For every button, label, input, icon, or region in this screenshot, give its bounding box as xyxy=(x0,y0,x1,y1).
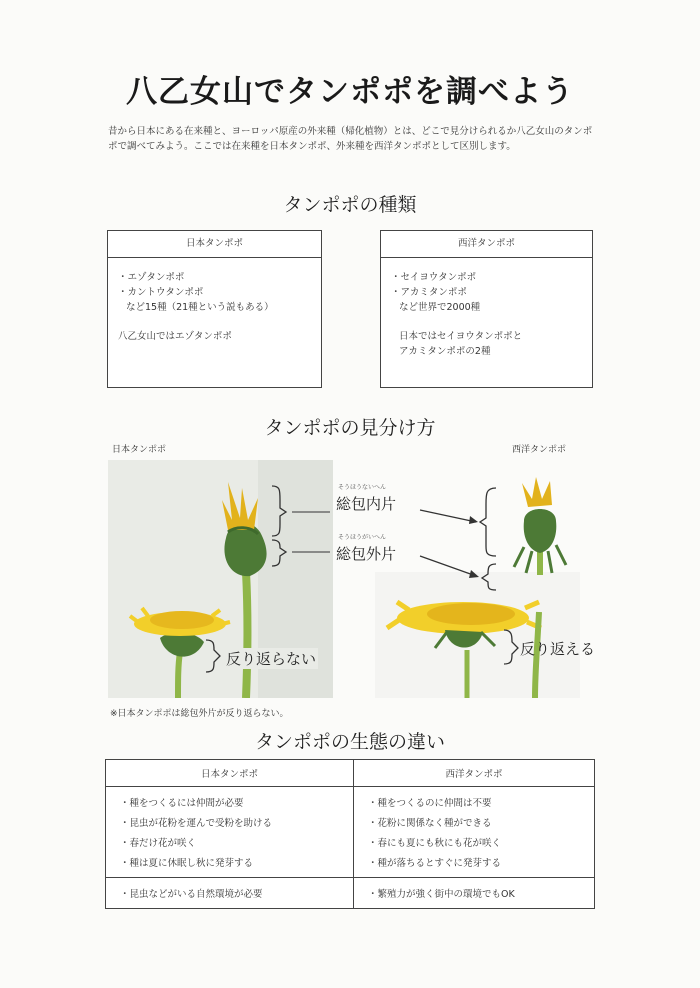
inner-bract-reading: そうほうないへん xyxy=(338,484,387,491)
ecology-cell: ・種が落ちるとすぐに発芽する xyxy=(354,852,595,878)
ecology-cell: ・花粉に関係なく種ができる xyxy=(354,812,595,832)
inner-bract-bracket-left xyxy=(272,486,286,536)
table-row xyxy=(106,832,595,852)
outer-bract-bracket-right xyxy=(482,564,496,590)
ecology-cell: ・昆虫などがいる自然環境が必要 xyxy=(106,878,354,909)
right-reflex-bracket xyxy=(504,630,518,664)
ecology-cell: ・種は夏に休眠し秋に発芽する xyxy=(106,852,354,878)
outer-bract-bracket-left xyxy=(272,540,286,566)
right-photo-label: 西洋タンポポ xyxy=(512,445,567,455)
table-row xyxy=(106,787,595,813)
ecology-cell: ・繁殖力が強く街中の環境でもOK xyxy=(354,878,595,909)
ecology-cell: ・昆虫が花粉を運んで受粉を助ける xyxy=(106,812,354,832)
japanese-species-item: など15種（21種という説もある） xyxy=(126,302,274,313)
inner-bract-arrow xyxy=(420,510,476,522)
western-species-note: 日本ではセイヨウタンポポと xyxy=(399,331,523,342)
western-species-item: ・アカミタンポポ xyxy=(391,287,467,298)
table-row xyxy=(106,852,595,878)
page-title: 八乙女山でタンポポを調べよう xyxy=(126,74,574,110)
outer-bract-label: 総包外片 xyxy=(336,545,397,563)
ecology-cell: ・種をつくるには仲間が必要 xyxy=(106,787,354,813)
western-species-note: アカミタンポポの2種 xyxy=(399,346,491,357)
table-row xyxy=(106,878,595,909)
japanese-species-header: 日本タンポポ xyxy=(108,231,321,258)
species-heading: タンポポの種類 xyxy=(283,194,417,216)
japanese-species-item: ・カントウタンポポ xyxy=(118,287,204,298)
inner-bract-label: 総包内片 xyxy=(336,495,397,513)
ecology-cell: ・春だけ花が咲く xyxy=(106,832,354,852)
intro-paragraph: 昔から日本にある在来種と、ヨーロッパ原産の外来種（帰化植物）とは、どこで見分けられるか八乙女山のタンポポで調べてみよう。ここでは在来種を日本タンポポ、外来種を西洋タンポポとして区別します。 xyxy=(108,126,593,152)
western-species-item: ・セイヨウタンポポ xyxy=(391,272,477,283)
left-photo-label: 日本タンポポ xyxy=(112,445,167,455)
table-row xyxy=(106,812,595,832)
japanese-species-item: ・エゾタンポポ xyxy=(118,272,185,283)
left-reflex-label: 反り返らない xyxy=(226,650,317,668)
western-species-item: など世界で2000種 xyxy=(399,302,481,313)
ecology-heading: タンポポの生態の違い xyxy=(254,731,445,753)
identify-heading: タンポポの見分け方 xyxy=(264,417,436,439)
left-reflex-bracket xyxy=(206,640,220,672)
ecology-table xyxy=(105,759,595,909)
ecology-cell: ・種をつくるのに仲間は不要 xyxy=(354,787,595,813)
identify-footnote: ※日本タンポポは総包外片が反り返らない。 xyxy=(110,709,289,719)
ecology-cell: ・春にも夏にも秋にも花が咲く xyxy=(354,832,595,852)
ecology-col-western: 西洋タンポポ xyxy=(354,760,595,787)
western-species-header: 西洋タンポポ xyxy=(381,231,592,258)
japanese-species-note: 八乙女山ではエゾタンポポ xyxy=(118,331,232,342)
inner-bract-bracket-right xyxy=(480,488,496,556)
right-reflex-label: 反り返える xyxy=(520,640,596,658)
outer-bract-reading: そうほうがいへん xyxy=(338,534,387,541)
ecology-col-japanese: 日本タンポポ xyxy=(106,760,354,787)
outer-bract-arrow xyxy=(420,556,476,576)
